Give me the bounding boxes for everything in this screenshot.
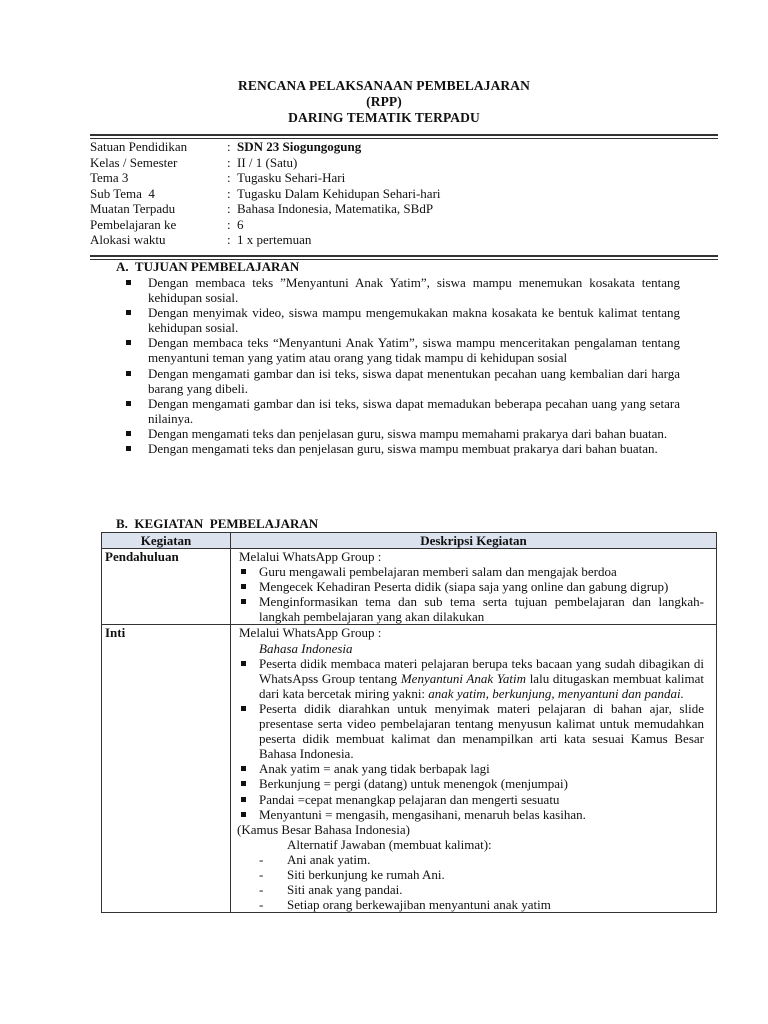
row-label-inti: Inti	[102, 625, 231, 913]
row-label-pendahuluan: Pendahuluan	[102, 549, 231, 625]
subject-title: Bahasa Indonesia	[259, 640, 353, 656]
square-bullet-icon	[241, 706, 246, 711]
identity-colon: :	[227, 201, 231, 216]
square-bullet-icon	[126, 280, 131, 285]
identity-label: Alokasi waktu	[90, 232, 166, 247]
definition-item	[237, 761, 704, 776]
goal-item	[124, 305, 680, 335]
square-bullet-icon	[241, 797, 246, 802]
goals-list	[124, 275, 680, 456]
column-header-deskripsi: Deskripsi Kegiatan	[231, 533, 717, 549]
identity-colon: :	[227, 216, 231, 232]
goal-item	[124, 275, 680, 305]
alternative-answers-heading: Alternatif Jawaban (membuat kalimat):	[287, 836, 492, 852]
square-bullet-icon	[241, 766, 246, 771]
identity-colon: :	[227, 139, 231, 154]
goal-text: Dengan mengamati teks dan penjelasan guru, siswa mampu membuat prakarya dari bahan buatan.	[148, 441, 658, 457]
activities-table	[101, 532, 717, 913]
identity-value: Tugasku Dalam Kehidupan Sehari-hari	[237, 185, 441, 201]
definition-item	[237, 792, 704, 807]
column-header-kegiatan: Kegiatan	[102, 533, 231, 549]
list-item	[237, 701, 704, 761]
identity-value: 6	[237, 216, 244, 232]
answer-text: Ani anak yatim.	[287, 851, 371, 867]
identity-value: II / 1 (Satu)	[237, 154, 298, 170]
goal-text: Dengan membaca teks ”Menyantuni Anak Yatim”, siswa mampu menemukan kosakata tentang kehidupan sosial.	[148, 275, 680, 306]
identity-value: Tugasku Sehari-Hari	[237, 170, 346, 185]
identity-colon: :	[227, 170, 231, 185]
row-description	[231, 549, 717, 625]
identity-label: Muatan Terpadu	[90, 201, 176, 216]
identity-label: Pembelajaran ke	[90, 216, 177, 232]
square-bullet-icon	[126, 371, 131, 376]
dash-bullet-icon: -	[259, 882, 264, 898]
identity-value: SDN 23 Siogungogung	[237, 139, 362, 154]
goal-text: Dengan membaca teks “Menyantuni Anak Yatim”, siswa mampu menceritakan pengalaman tentang menyantuni teman yang yatim atau orang yang tidak mampu di kehidupan sosial	[148, 335, 680, 366]
italic-text: Menyantuni Anak Yatim	[400, 670, 526, 686]
definition-text: Pandai =cepat menangkap pelajaran dan mengerti sesuatu	[259, 791, 560, 807]
intro-text: Melalui WhatsApp Group :	[239, 625, 382, 641]
square-bullet-icon	[241, 569, 246, 574]
answer-item	[237, 867, 704, 882]
doc-subtitle-daring: DARING TEMATIK TERPADU	[288, 110, 480, 125]
doc-subtitle-rpp: (RPP)	[366, 94, 402, 109]
list-item-text: Guru mengawali pembelajaran memberi salam dan mengajak berdoa	[259, 564, 617, 580]
identity-colon: :	[227, 232, 231, 247]
answer-item	[237, 852, 704, 867]
square-bullet-icon	[126, 310, 131, 315]
square-bullet-icon	[241, 812, 246, 817]
goal-item	[124, 396, 680, 426]
goal-text: Dengan mengamati gambar dan isi teks, siswa dapat menentukan pecahan uang kembalian dari harga barang yang dibeli.	[148, 365, 680, 396]
goal-item	[124, 335, 680, 365]
answer-text: Siti berkunjung ke rumah Ani.	[287, 866, 445, 882]
answer-text: Setiap orang berkewajiban menyantuni anak yatim	[287, 897, 551, 913]
table-row-inti	[102, 625, 717, 913]
doc-title: RENCANA PELAKSANAAN PEMBELAJARAN	[238, 78, 530, 93]
goal-text: Dengan menyimak video, siswa mampu mengemukakan makna kosakata ke bentuk kalimat tentang kehidupan sosial.	[148, 305, 680, 336]
dash-bullet-icon: -	[259, 851, 264, 867]
goal-text: Dengan mengamati teks dan penjelasan guru, siswa mampu memahami prakarya dari bahan buatan.	[148, 425, 668, 441]
definition-text: Menyantuni = mengasih, mengasihani, menaruh belas kasihan.	[259, 806, 586, 822]
dash-bullet-icon: -	[259, 866, 264, 882]
list-item-text: Peserta didik membaca materi pelajaran berupa teks bacaan yang sudah dibagikan di WhatsApss Group tentang	[259, 655, 704, 686]
table-header-row	[102, 533, 717, 549]
kbbi-reference: (Kamus Besar Bahasa Indonesia)	[237, 821, 410, 837]
list-item	[237, 656, 704, 701]
definition-item	[237, 807, 704, 822]
goal-item	[124, 426, 680, 441]
list-item	[237, 579, 704, 594]
identity-colon: :	[227, 185, 231, 201]
intro-text: Melalui WhatsApp Group :	[239, 549, 382, 564]
definition-text: Berkunjung = pergi (datang) untuk menengok (menjumpai)	[259, 776, 568, 792]
identity-label: Sub Tema 4	[90, 185, 155, 201]
square-bullet-icon	[241, 661, 246, 666]
square-bullet-icon	[241, 599, 246, 604]
identity-value: Bahasa Indonesia, Matematika, SBdP	[237, 201, 434, 216]
dash-bullet-icon: -	[259, 897, 264, 913]
section-b-heading: B. KEGIATAN PEMBELAJARAN	[116, 516, 319, 531]
identity-colon: :	[227, 154, 231, 170]
answer-text: Siti anak yang pandai.	[287, 882, 403, 898]
definition-text: Anak yatim = anak yang tidak berbapak lagi	[259, 761, 490, 777]
square-bullet-icon	[126, 431, 131, 436]
square-bullet-icon	[126, 340, 131, 345]
list-item-text: Mengecek Kehadiran Peserta didik (siapa saja yang online dan gabung digrup)	[259, 579, 669, 595]
square-bullet-icon	[126, 401, 131, 406]
list-item-text: Menginformasikan tema dan sub tema serta tujuan pembelajaran dan langkah- langkah pembelajaran yang akan dilakukan	[259, 594, 704, 625]
section-a-heading: A. TUJUAN PEMBELAJARAN	[116, 259, 300, 274]
square-bullet-icon	[241, 781, 246, 786]
answer-item	[237, 897, 704, 912]
list-item	[237, 594, 704, 624]
identity-label: Satuan Pendidikan	[90, 139, 188, 154]
square-bullet-icon	[126, 446, 131, 451]
goal-item	[124, 441, 680, 456]
identity-label: Kelas / Semester	[90, 154, 178, 170]
list-item-text: Peserta didik diarahkan untuk menyimak materi pelajaran di bahan ajar, slide presentase serta video pembelajaran tentang menyusun kalimat untuk memudahkan peserta didik membuat kalimat dan menampilkan arti kata sesuai Kamus Besar Bahasa Indonesia.	[259, 700, 704, 762]
table-row-pendahuluan	[102, 549, 717, 625]
answer-item	[237, 882, 704, 897]
italic-text: anak yatim, berkunjung, menyantuni dan pandai.	[428, 685, 684, 701]
row-description	[231, 625, 717, 913]
definition-item	[237, 776, 704, 791]
list-item-text: lalu ditugaskan membuat kalimat dari kata bercetak miring yakni:	[259, 670, 705, 701]
goal-text: Dengan mengamati gambar dan isi teks, siswa dapat memadukan beberapa pecahan uang yang setara nilainya.	[148, 395, 680, 426]
goal-item	[124, 366, 680, 396]
square-bullet-icon	[241, 584, 246, 589]
identity-label: Tema 3	[90, 170, 129, 185]
identity-value: 1 x pertemuan	[237, 232, 312, 247]
list-item	[237, 564, 704, 579]
